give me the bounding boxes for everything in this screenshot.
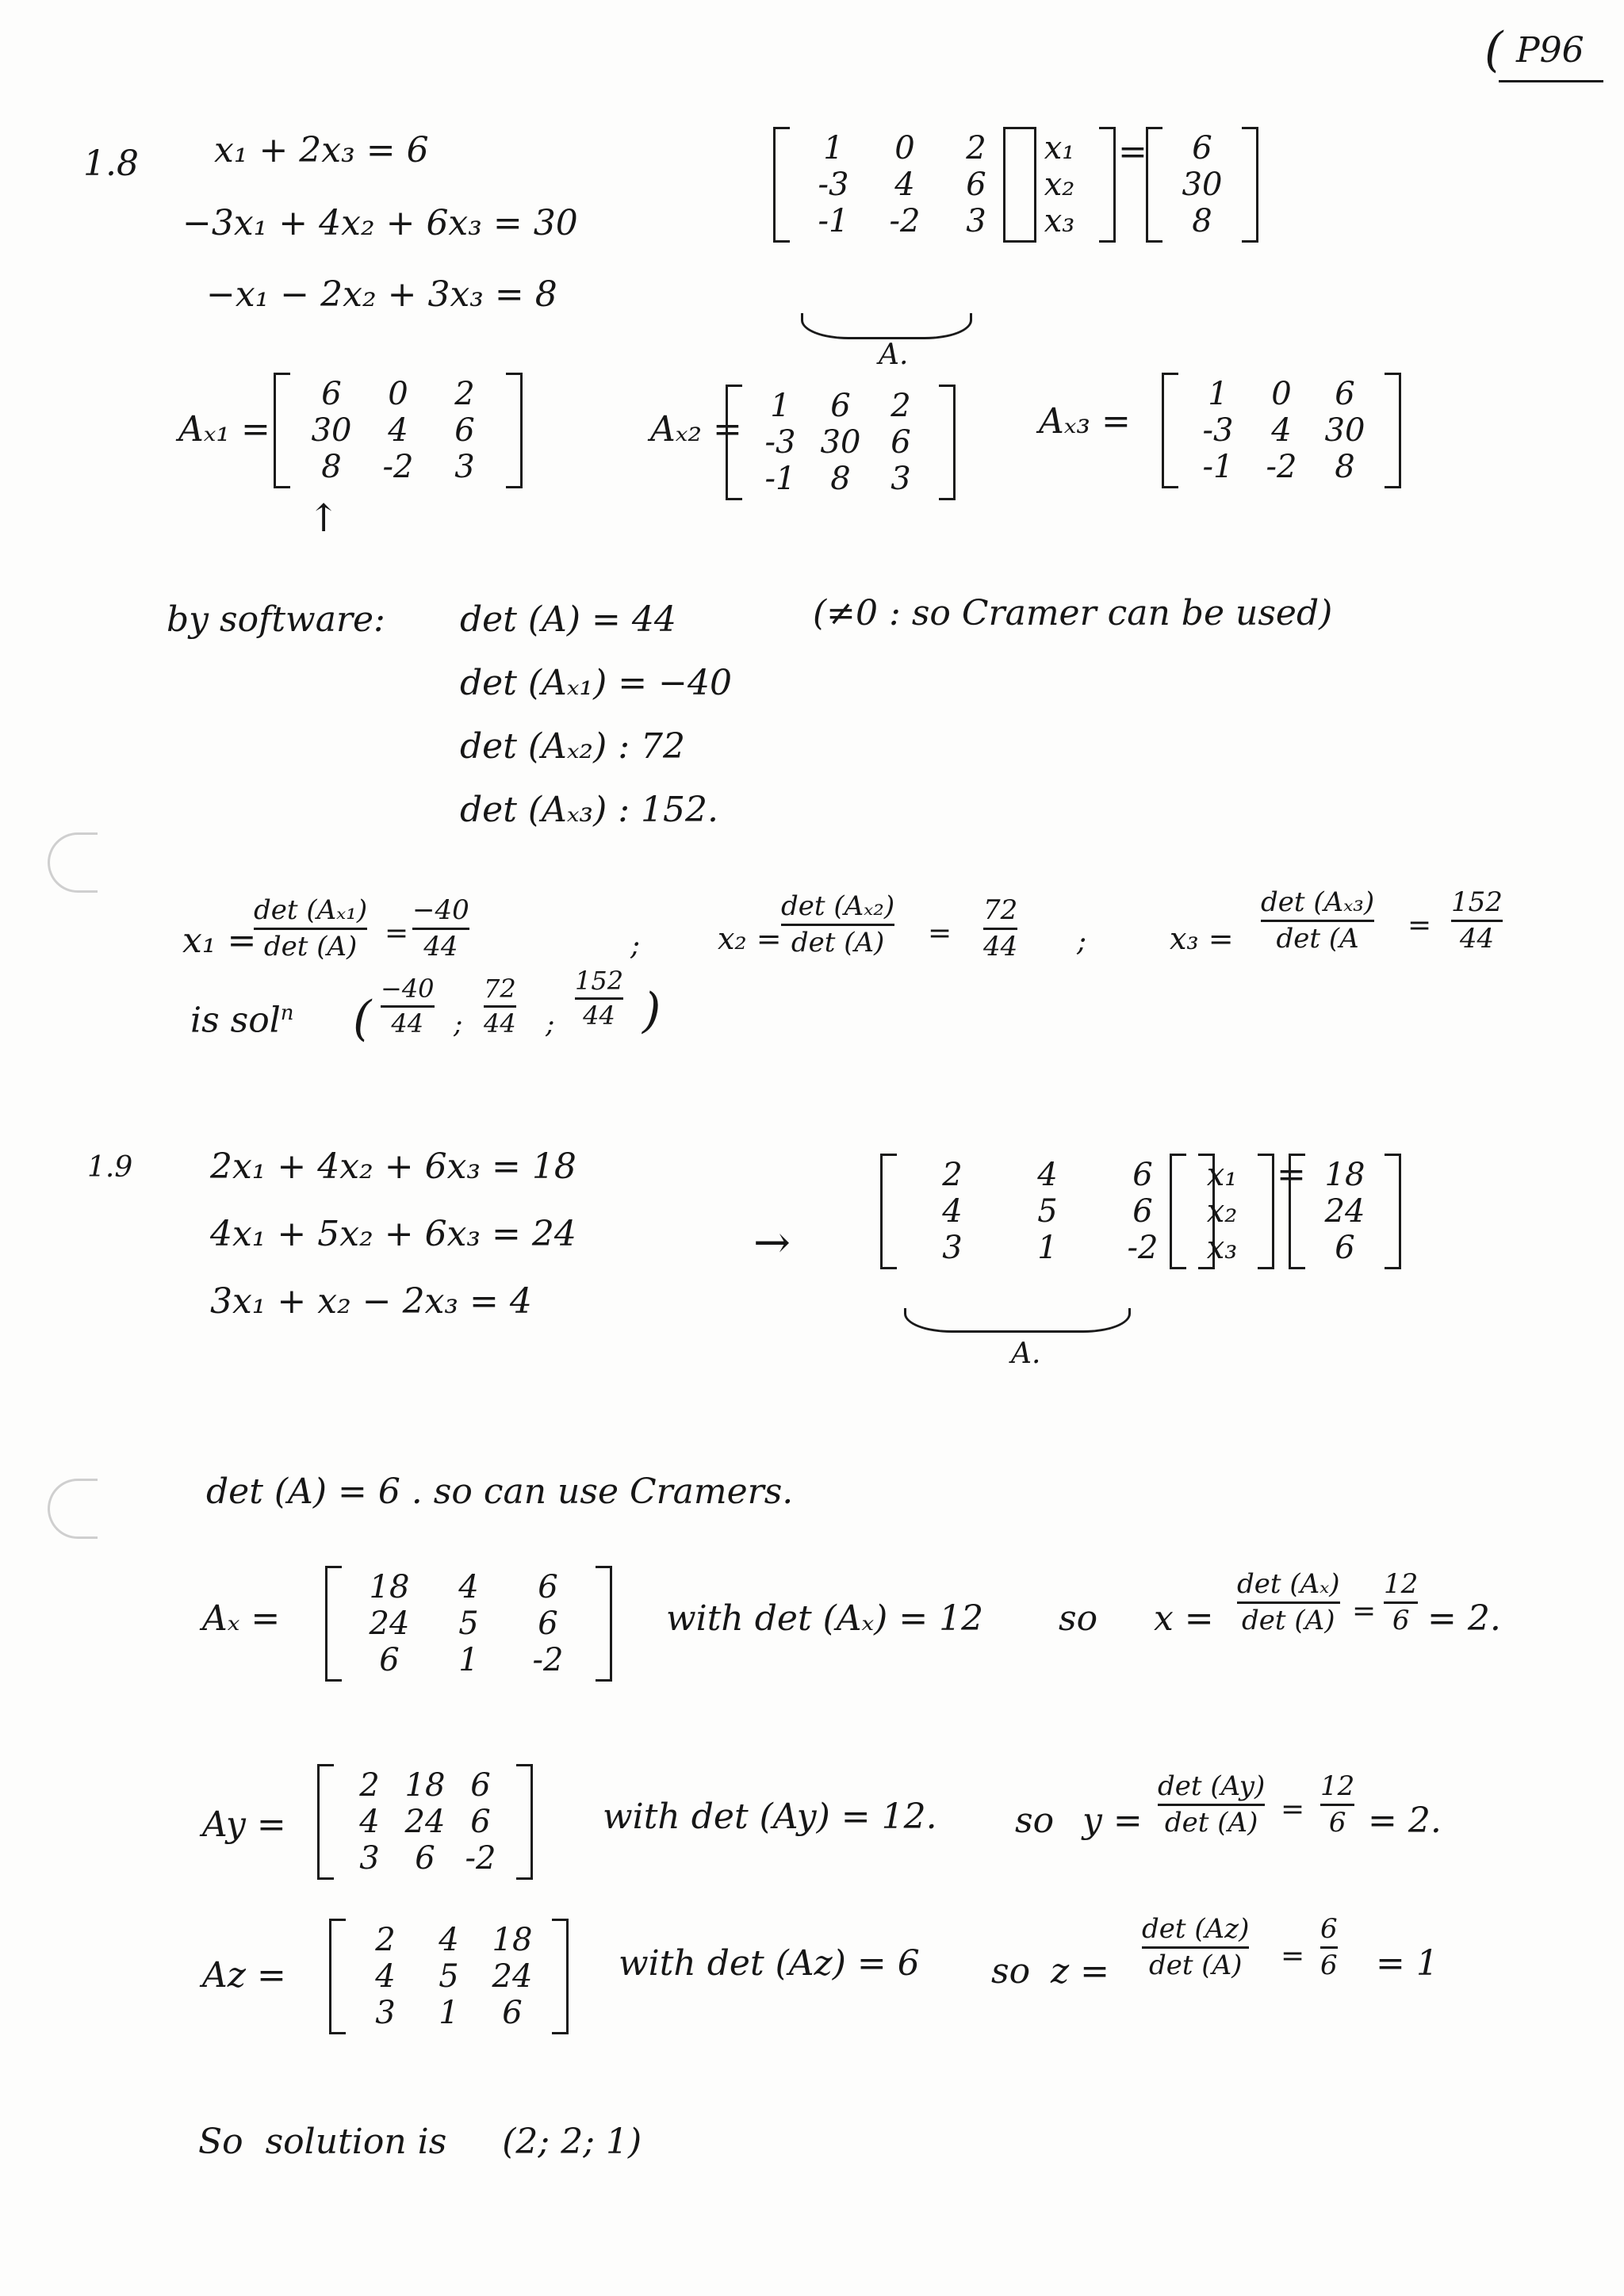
matrix-cell: x₁ — [1044, 130, 1075, 166]
bracket-left — [726, 385, 742, 500]
matrix-cell: 6 — [1132, 1193, 1153, 1230]
p19-z-value: 6 6 — [1320, 1913, 1338, 1982]
p19-z-fraction — [1142, 1915, 1249, 1981]
p18-det-note: (≠0 : so Cramer can be used) — [813, 593, 1333, 633]
matrix-cell: 1 — [458, 1642, 479, 1678]
matrix-cell: 6 — [891, 424, 911, 461]
p19-z-numerator: det (Az) — [1142, 1913, 1250, 1945]
p18-x2-equals: = — [928, 917, 952, 950]
bracket-right — [1099, 127, 1116, 243]
page-number: ( P96 — [1484, 22, 1603, 86]
p18-det-ax3: det (Aₓ₃) : 152. — [460, 790, 719, 830]
bracket-right — [506, 373, 523, 488]
matrix-cell: 30 — [820, 424, 861, 461]
matrix-cell: 1 — [1208, 376, 1228, 412]
matrix-cell: -1 — [1202, 449, 1234, 485]
matrix-cell: 6 — [1192, 130, 1212, 166]
matrix-cell: 4 — [439, 1922, 459, 1958]
matrix-cell: 2 — [942, 1157, 963, 1193]
matrix-cell: 3 — [454, 449, 475, 485]
matrix-cell: 30 — [1182, 166, 1223, 203]
bracket-left — [325, 1566, 342, 1682]
matrix-cell: x₁ — [1206, 1157, 1238, 1193]
bracket-right — [1258, 1154, 1274, 1269]
p19-x-value: 12 6 — [1384, 1568, 1419, 1637]
matrix-cell: 24 — [404, 1804, 446, 1840]
matrix-cell: 18 — [492, 1922, 533, 1958]
p18-x1-fraction — [254, 896, 367, 962]
p19-equation-2: 4x₁ + 5x₂ + 6x₃ = 24 — [210, 1214, 576, 1254]
matrix-grid — [742, 385, 939, 500]
p18-x2-value-denominator: 44 — [983, 931, 1018, 963]
matrix-cell: 0 — [388, 376, 408, 412]
p19-x-equals: = — [1352, 1595, 1377, 1628]
bracket-left — [1170, 1154, 1186, 1269]
p19-brace-a — [904, 1308, 1131, 1333]
matrix-cell: 6 — [415, 1840, 435, 1877]
matrix-cell: 6 — [830, 388, 851, 424]
matrix-cell: 5 — [1037, 1193, 1058, 1230]
p18-separator-1: ; — [630, 929, 641, 962]
matrix-cell: 30 — [1324, 412, 1365, 449]
p18-x3-value-denominator: 44 — [1459, 923, 1495, 955]
matrix-cell: 5 — [439, 1958, 459, 1995]
page-number-text: P96 — [1516, 30, 1584, 71]
bracket-right — [516, 1764, 533, 1880]
matrix-cell: 24 — [369, 1605, 410, 1642]
bracket-left — [329, 1919, 346, 2034]
p19-arrow-right-icon: → — [753, 1217, 791, 1269]
p18-x1-equals: = — [385, 917, 409, 950]
matrix-cell: -1 — [764, 461, 796, 497]
matrix-cell: 30 — [311, 412, 352, 449]
matrix-grid — [342, 1566, 596, 1682]
p18-x1-value-numerator: −40 — [412, 894, 469, 926]
matrix-cell: 2 — [454, 376, 475, 412]
p19-matrix-ax — [325, 1566, 612, 1682]
matrix-cell: -3 — [1202, 412, 1234, 449]
matrix-cell: 3 — [891, 461, 911, 497]
bracket-right — [552, 1919, 569, 2034]
matrix-grid — [1162, 127, 1242, 243]
matrix-cell: 6 — [1335, 376, 1355, 412]
p18-solution-semicolon-1: ; — [454, 1008, 463, 1040]
p19-vector-x — [1170, 1154, 1274, 1269]
matrix-cell: -3 — [818, 166, 849, 203]
p19-label-a: A. — [1011, 1337, 1041, 1370]
matrix-cell: -1 — [818, 203, 849, 239]
p18-solution-fraction-3: 152 44 — [575, 966, 624, 1031]
p18-x3-numerator: det (Aₓ₃) — [1261, 886, 1375, 918]
matrix-cell: 6 — [470, 1767, 491, 1804]
punch-hole-1 — [48, 832, 98, 893]
matrix-cell: 2 — [891, 388, 911, 424]
p19-z-result: = 1 — [1376, 1943, 1438, 1984]
p19-y-value: 12 6 — [1320, 1770, 1355, 1839]
p19-ax-label: Aₓ = — [202, 1598, 281, 1639]
p19-x-fraction — [1237, 1570, 1340, 1636]
matrix-cell: 1 — [823, 130, 844, 166]
p19-y-result: = 2. — [1368, 1800, 1442, 1841]
matrix-cell: 6 — [538, 1605, 558, 1642]
p19-ax-so: so — [1059, 1598, 1098, 1639]
matrix-cell: 0 — [1271, 376, 1292, 412]
matrix-cell: 8 — [321, 449, 342, 485]
p19-y-equals: = — [1281, 1793, 1305, 1826]
matrix-cell: 18 — [404, 1767, 446, 1804]
p19-y-label: y = — [1082, 1800, 1143, 1841]
p18-matrix-ax3 — [1162, 373, 1401, 488]
matrix-grid — [1020, 127, 1099, 243]
p18-x3-fraction — [1261, 888, 1374, 955]
matrix-cell: 4 — [1271, 412, 1292, 449]
problem-1-9-label: 1.9 — [87, 1151, 133, 1184]
p18-x1-value-denominator: 44 — [423, 931, 458, 963]
bracket-right — [939, 385, 956, 500]
p18-matrix-ax2 — [726, 385, 956, 500]
p18-det-a: det (A) = 44 — [460, 599, 676, 640]
matrix-cell: x₃ — [1206, 1230, 1238, 1266]
matrix-cell: 8 — [1335, 449, 1355, 485]
matrix-cell: 4 — [942, 1193, 963, 1230]
p18-separator-2: ; — [1077, 925, 1087, 958]
matrix-cell: x₂ — [1206, 1193, 1238, 1230]
matrix-cell: 18 — [1324, 1157, 1365, 1193]
matrix-cell: 6 — [454, 412, 475, 449]
p18-x3-label: x₃ = — [1170, 921, 1234, 956]
p18-vector-b — [1146, 127, 1258, 243]
matrix-cell: 24 — [492, 1958, 533, 1995]
p19-equals-sign: = — [1277, 1154, 1306, 1195]
matrix-cell: -2 — [382, 449, 414, 485]
bracket-left — [1289, 1154, 1305, 1269]
matrix-cell: 6 — [379, 1642, 400, 1678]
matrix-cell: 2 — [966, 130, 986, 166]
matrix-cell: 4 — [375, 1958, 396, 1995]
p19-y-numerator: det (Ay) — [1158, 1770, 1266, 1802]
p18-x2-denominator: det (A) — [791, 927, 885, 959]
p18-x1-value — [412, 896, 469, 962]
p18-solution-open-paren: ( — [353, 991, 372, 1047]
punch-hole-2 — [48, 1479, 98, 1539]
bracket-left — [317, 1764, 334, 1880]
p19-x-numerator: det (Aₓ) — [1237, 1568, 1340, 1600]
matrix-cell: 1 — [1037, 1230, 1058, 1266]
matrix-grid — [1178, 373, 1385, 488]
p19-z-equals: = — [1281, 1940, 1305, 1973]
p19-matrix-a — [880, 1154, 1215, 1269]
bracket-left — [274, 373, 290, 488]
page-number-underline — [1499, 80, 1603, 82]
p19-x-denominator: det (A) — [1242, 1605, 1335, 1637]
matrix-cell: 6 — [1335, 1230, 1355, 1266]
matrix-cell: 3 — [942, 1230, 963, 1266]
p18-arrow-up-icon: ↑ — [308, 496, 340, 541]
p19-ax-det: with det (Aₓ) = 12 — [666, 1598, 984, 1639]
p18-det-ax2: det (Aₓ₂) : 72 — [460, 726, 686, 767]
p19-equation-1: 2x₁ + 4x₂ + 6x₃ = 18 — [210, 1146, 576, 1187]
bracket-right — [1385, 373, 1401, 488]
p18-x1-label: x₁ = — [182, 920, 257, 961]
p18-x1-denominator: det (A) — [263, 931, 358, 963]
matrix-cell: -2 — [1266, 449, 1297, 485]
p18-solution-semicolon-2: ; — [546, 1008, 555, 1040]
matrix-cell: 4 — [359, 1804, 380, 1840]
matrix-cell: 6 — [1132, 1157, 1153, 1193]
matrix-cell: 6 — [538, 1569, 558, 1605]
p18-x1-numerator: det (Aₓ₁) — [254, 894, 368, 926]
p19-solution: So solution is (2; 2; 1) — [198, 2122, 642, 2162]
bracket-left — [1146, 127, 1162, 243]
p18-solution-fraction-1: −40 44 — [381, 974, 435, 1039]
matrix-grid — [290, 373, 506, 488]
p18-equation-2: −3x₁ + 4x₂ + 6x₃ = 30 — [182, 203, 578, 243]
p19-z-label: z = — [1051, 1951, 1110, 1992]
matrix-cell: 4 — [458, 1569, 479, 1605]
p19-y-fraction — [1158, 1772, 1265, 1839]
p18-x3-equals: = — [1408, 909, 1432, 942]
matrix-cell: 1 — [770, 388, 791, 424]
p18-matrix-a — [773, 127, 1036, 243]
matrix-grid — [1186, 1154, 1258, 1269]
bracket-left — [880, 1154, 897, 1269]
p19-y-denominator: det (A) — [1164, 1807, 1258, 1839]
p19-vector-b — [1289, 1154, 1401, 1269]
matrix-cell: -2 — [889, 203, 921, 239]
p18-x3-value-numerator: 152 — [1451, 886, 1503, 918]
matrix-cell: -3 — [764, 424, 796, 461]
p19-ay-det: with det (Ay) = 12. — [603, 1797, 937, 1837]
p18-det-ax1: det (Aₓ₁) = −40 — [460, 663, 732, 703]
matrix-cell: 3 — [966, 203, 986, 239]
bracket-right — [1385, 1154, 1401, 1269]
p18-x2-value-numerator: 72 — [983, 894, 1018, 926]
p19-az-so: so — [991, 1951, 1031, 1992]
matrix-cell: 6 — [470, 1804, 491, 1840]
p19-az-label: Az = — [202, 1955, 286, 1996]
p19-az-det: with det (Az) = 6 — [619, 1943, 920, 1984]
matrix-cell: 5 — [458, 1605, 479, 1642]
p18-solution-prefix: is sol$^n$ — [190, 1000, 294, 1041]
matrix-cell: 3 — [359, 1840, 380, 1877]
p18-solution-close-paren: ) — [642, 983, 661, 1039]
bracket-right — [596, 1566, 612, 1682]
p18-by-software: by software: — [167, 599, 385, 640]
matrix-cell: 2 — [375, 1922, 396, 1958]
p18-x2-label: x₂ = — [718, 921, 782, 956]
matrix-cell: 6 — [966, 166, 986, 203]
p18-label-a: A. — [879, 339, 909, 371]
p18-solution-fraction-2: 72 44 — [484, 974, 516, 1039]
bracket-left — [1162, 373, 1178, 488]
matrix-grid — [334, 1764, 516, 1880]
matrix-cell: -2 — [532, 1642, 564, 1678]
p18-x3-value — [1451, 888, 1503, 955]
p18-equals-sign: = — [1118, 132, 1147, 172]
matrix-cell: 4 — [1037, 1157, 1058, 1193]
p18-ax1-label: Aₓ₁ = — [178, 409, 270, 450]
p18-ax3-label: Aₓ₃ = — [1039, 401, 1131, 442]
p18-ax2-label: Aₓ₂ = — [650, 409, 742, 450]
matrix-cell: x₃ — [1044, 203, 1075, 239]
matrix-cell: 6 — [321, 376, 342, 412]
matrix-cell: 18 — [369, 1569, 410, 1605]
matrix-cell: -2 — [465, 1840, 496, 1877]
matrix-cell: 4 — [894, 166, 915, 203]
bracket-right — [1242, 127, 1258, 243]
p19-matrix-az — [329, 1919, 569, 2034]
p18-matrix-ax1 — [274, 373, 523, 488]
p19-det-a-line: det (A) = 6 . so can use Cramers. — [206, 1471, 794, 1512]
bracket-left — [1003, 127, 1020, 243]
matrix-cell: 0 — [894, 130, 915, 166]
matrix-cell: 3 — [375, 1995, 396, 2031]
p19-z-denominator: det (A) — [1148, 1950, 1243, 1982]
p19-equation-3: 3x₁ + x₂ − 2x₃ = 4 — [210, 1281, 532, 1322]
p18-x2-fraction — [781, 892, 894, 959]
matrix-cell: -2 — [1127, 1230, 1159, 1266]
matrix-cell: 2 — [359, 1767, 380, 1804]
p18-brace-a — [801, 313, 972, 339]
matrix-cell: 8 — [1192, 203, 1212, 239]
matrix-grid — [790, 127, 1020, 243]
matrix-cell: x₂ — [1044, 166, 1075, 203]
p18-x2-numerator: det (Aₓ₂) — [781, 890, 895, 922]
p18-vector-x — [1003, 127, 1116, 243]
matrix-grid — [897, 1154, 1198, 1269]
problem-1-8-label: 1.8 — [83, 144, 139, 184]
p19-ay-label: Ay = — [202, 1804, 286, 1845]
p18-x2-value — [983, 896, 1017, 962]
p19-ay-so: so — [1015, 1800, 1055, 1841]
matrix-cell: 4 — [388, 412, 408, 449]
matrix-cell: 24 — [1324, 1193, 1365, 1230]
matrix-cell: 1 — [439, 1995, 459, 2031]
bracket-left — [773, 127, 790, 243]
matrix-cell: 6 — [502, 1995, 523, 2031]
p19-x-label: x = — [1154, 1598, 1214, 1639]
matrix-grid — [346, 1919, 552, 2034]
p19-matrix-ay — [317, 1764, 533, 1880]
matrix-grid — [1305, 1154, 1385, 1269]
p19-x-result: = 2. — [1427, 1598, 1501, 1639]
p18-x3-denominator: det (A — [1276, 923, 1359, 955]
matrix-cell: 8 — [830, 461, 851, 497]
p18-equation-3: −x₁ − 2x₂ + 3x₃ = 8 — [206, 274, 557, 315]
p18-equation-1: x₁ + 2x₃ = 6 — [214, 130, 429, 170]
